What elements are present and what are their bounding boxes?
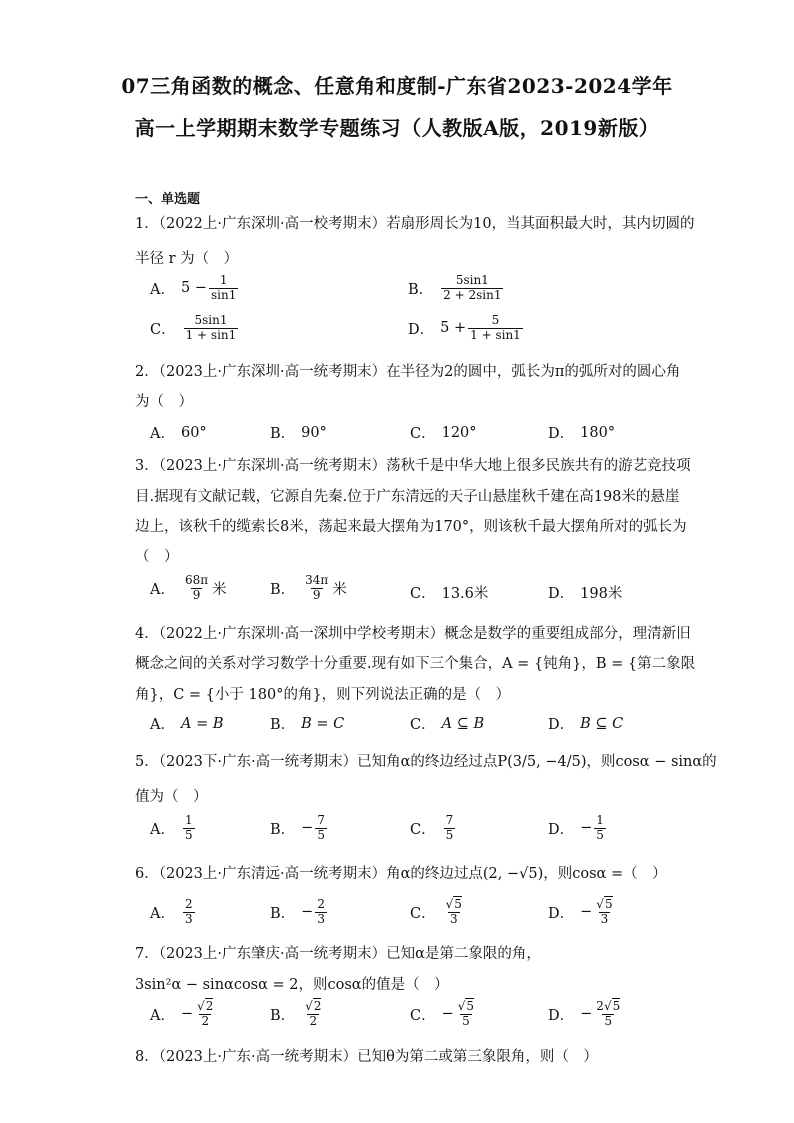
question-4-line-3: 角}，C = {小于 180°的角}，则下列说法正确的是（ ） — [135, 687, 511, 703]
question-8-line-1: 8．（2023上·广东·高一统考期末）已知θ为第二或第三象限角，则（ ） — [135, 1049, 598, 1065]
question-2-option-d[interactable]: D． 180° — [548, 424, 616, 442]
question-7-line-1: 7．（2023上·广东肇庆·高一统考期末）已知α是第二象限的角， — [135, 946, 541, 962]
question-1-line-1: 1．（2022上·广东深圳·高一校考期末）若扇形周长为10，当其面积最大时，其内切圆的 — [135, 216, 695, 232]
question-7-option-c[interactable]: C． − $\frac{√5}{5}$ — [410, 999, 475, 1028]
question-7-option-b[interactable]: B． $\frac{√2}{2}$ — [270, 999, 322, 1028]
question-5-option-d[interactable]: D． − $\frac{1}{5}$ — [548, 813, 604, 842]
question-2-option-a[interactable]: A． 60° — [150, 424, 207, 442]
question-5-option-c[interactable]: C． $\frac{7}{5}$ — [410, 813, 454, 842]
question-2-line-2: 为（ ） — [135, 394, 193, 410]
question-1-line-2: 半径 r 为（ ） — [135, 251, 239, 267]
question-7-option-d[interactable]: D． − $\frac{2√5}{5}$ — [548, 999, 621, 1028]
question-4-line-2: 概念之间的关系对学习数学十分重要.现有如下三个集合，A = {钝角}，B = {第二象限 — [135, 656, 696, 672]
question-3-line-4: （ ） — [135, 549, 179, 565]
question-5-option-a[interactable]: A． $\frac{1}{5}$ — [150, 813, 193, 842]
question-3-option-d[interactable]: D． 198米 — [548, 586, 623, 602]
question-4-line-1: 4．（2022上·广东深圳·高一深圳中学校考期末）概念是数学的重要组成部分，理清新旧 — [135, 626, 691, 642]
question-5-line-1: 5．（2023下·广东·高一统考期末）已知角α的终边经过点P(3/5, −4/5)，则cosα − sinα的 — [135, 754, 717, 770]
question-4-option-d[interactable]: D． B ⊆ C — [548, 715, 624, 733]
question-4-option-a[interactable]: A． A = B — [150, 715, 224, 733]
question-1-option-d[interactable]: D． 5 + $\frac{5}{1 + \sin 1}$ — [408, 313, 521, 342]
question-4-option-c[interactable]: C． A ⊆ B — [410, 715, 485, 733]
question-3-line-2: 目.据现有文献记载，它源自先秦.位于广东清远的天子山悬崖秋千建在高198米的悬崖 — [135, 489, 680, 505]
question-3-option-a[interactable]: A． $\frac{68\pi}{9}$ 米 — [150, 573, 227, 602]
question-6-option-d[interactable]: D． − $\frac{√5}{3}$ — [548, 897, 613, 926]
question-5-line-2: 值为（ ） — [135, 789, 208, 805]
question-4-option-b[interactable]: B． B = C — [270, 715, 345, 733]
question-2-option-c[interactable]: C． 120° — [410, 424, 477, 442]
question-7-option-a[interactable]: A． − $\frac{√2}{2}$ — [150, 999, 214, 1028]
question-6-option-c[interactable]: C． $\frac{√5}{3}$ — [410, 897, 462, 926]
question-2-line-1: 2．（2023上·广东深圳·高一统考期末）在半径为2的圆中，弧长为π的弧所对的圆心角 — [135, 364, 681, 380]
question-1-option-b[interactable]: B． $\frac{5\sin 1}{2 + 2\sin 1}$ — [408, 273, 502, 302]
document-title-line-1: 07三角函数的概念、任意角和度制-广东省2023-2024学年 — [121, 74, 673, 98]
question-5-option-b[interactable]: B． − $\frac{7}{5}$ — [270, 813, 325, 842]
question-2-option-b[interactable]: B． 90° — [270, 424, 327, 442]
question-3-line-3: 边上，该秋千的缆索长8米，荡起来最大摆角为170°，则该秋千最大摆角所对的弧长为 — [135, 519, 687, 535]
question-1-option-c[interactable]: C． $\frac{5\sin 1}{1 + \sin 1}$ — [150, 313, 237, 342]
question-6-option-b[interactable]: B． − $\frac{2}{3}$ — [270, 897, 325, 926]
question-3-line-1: 3．（2023上·广东深圳·高一统考期末）荡秋千是中华大地上很多民族共有的游艺竞技项 — [135, 458, 691, 474]
question-6-option-a[interactable]: A． $\frac{2}{3}$ — [150, 897, 193, 926]
question-3-option-c[interactable]: C． 13.6米 — [410, 586, 489, 602]
question-3-option-b[interactable]: B． $\frac{34\pi}{9}$ 米 — [270, 573, 347, 602]
document-title-line-2: 高一上学期期末数学专题练习（人教版A版，2019新版） — [134, 116, 660, 140]
section-heading: 一、单选题 — [135, 192, 201, 207]
question-6-line-1: 6．（2023上·广东清远·高一统考期末）角α的终边过点(2, −√5)，则cosα =（ ） — [135, 866, 667, 882]
question-1-option-a[interactable]: A． 5 − $\frac{1}{\sin 1}$ — [150, 273, 237, 302]
question-7-line-2: 3sin²α − sinαcosα = 2，则cosα的值是（ ） — [135, 977, 449, 993]
